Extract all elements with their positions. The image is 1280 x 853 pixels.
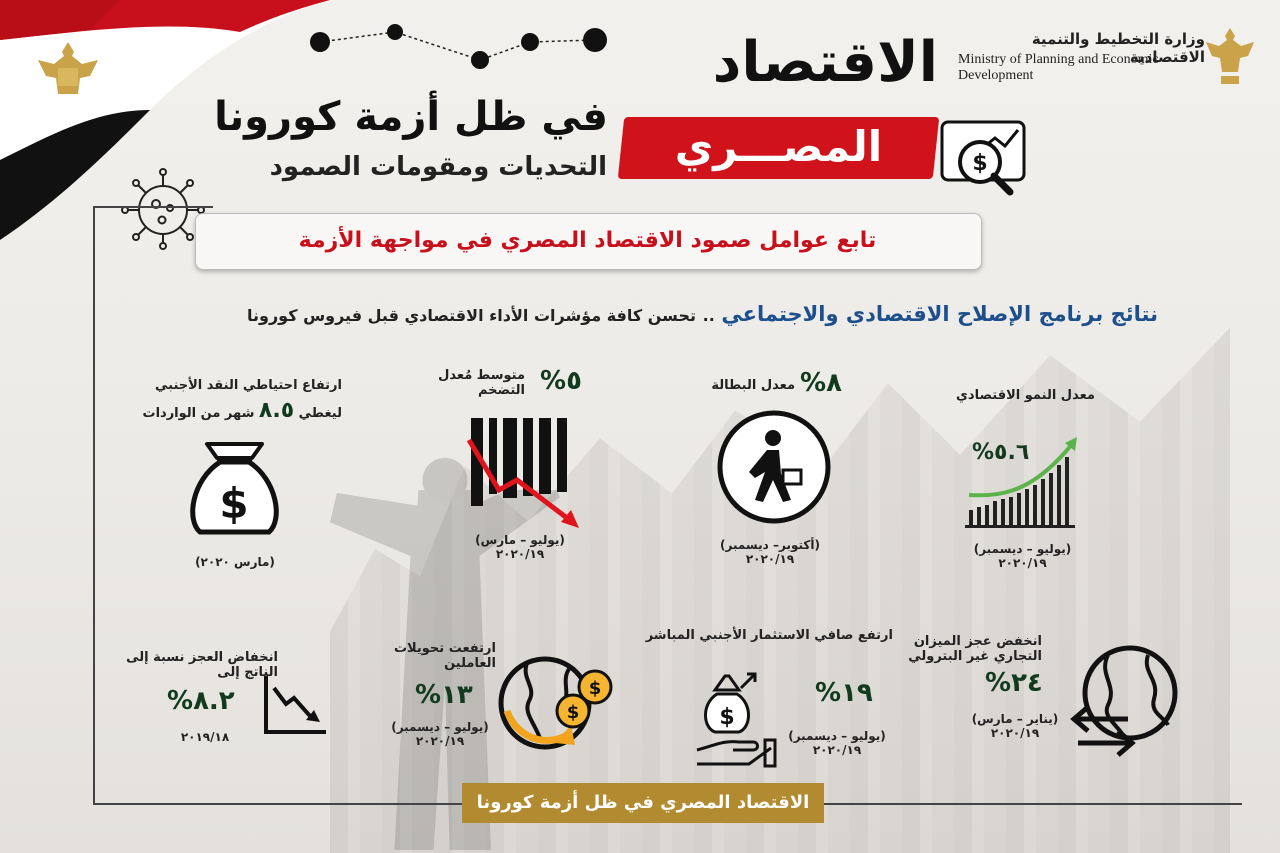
remittances-period	[385, 720, 495, 748]
deficit-gdp-label-line2: الناتج إلى	[217, 665, 278, 680]
remittances-value: ١٣%	[415, 680, 473, 710]
inflation-chart-icon	[467, 418, 587, 533]
inflation-period-year: ٢٠٢٠/١٩	[495, 547, 545, 561]
economy-magnifier-icon	[940, 120, 1030, 200]
growth-label: معدل النمو الاقتصادي	[956, 388, 1095, 403]
trade-deficit-label-line1: انخفض عجز الميزان	[913, 634, 1042, 649]
svg-text:$: $	[588, 678, 602, 699]
deficit-gdp-label-line1: انخفاض العجز نسبة إلى	[126, 650, 278, 665]
trade-deficit-period-year: ٢٠٢٠/١٩	[990, 726, 1040, 740]
inflation-label-line1: متوسط مُعدل	[438, 368, 525, 383]
reserves-label-pre: ليغطي	[298, 406, 342, 421]
growth-period	[965, 542, 1080, 570]
unemployment-value: ٨%	[800, 368, 842, 398]
eagle-emblem-icon	[1206, 28, 1254, 88]
svg-text:$: $	[972, 151, 988, 176]
fdi-period-year: ٢٠٢٠/١٩	[812, 743, 862, 757]
frame-top-line	[93, 206, 213, 208]
globe-trade-icon	[1068, 645, 1188, 760]
results-subtitle: تحسن كافة مؤشرات الأداء الاقتصادي قبل فيروس كورونا	[247, 306, 696, 325]
svg-text:$: $	[219, 479, 249, 528]
remittances-period-range: (يوليو – ديسمبر)	[391, 720, 489, 734]
results-heading	[247, 302, 1158, 326]
remittances-label-line2: العاملين	[444, 656, 496, 671]
remittances-label-line1: ارتفعت تحويلات	[393, 641, 496, 656]
walking-person-icon	[715, 408, 833, 526]
fdi-period	[782, 729, 892, 757]
reserves-label-post: شهر من الواردات	[142, 406, 255, 421]
trade-deficit-value: ٢٤%	[985, 668, 1043, 698]
title-red: المصـــري	[674, 122, 883, 171]
title-main: الاقتصاد	[712, 30, 938, 95]
money-bag-icon	[182, 440, 287, 540]
header-dots-decoration	[310, 20, 610, 80]
trade-deficit-period	[960, 712, 1070, 740]
deficit-gdp-label	[126, 650, 278, 680]
ministry-en-line2: Development	[958, 68, 1034, 83]
reserves-months: ٨.٥	[258, 398, 295, 423]
results-separator: ..	[702, 306, 715, 325]
ministry-name-english	[958, 52, 1208, 84]
inflation-value: ٥%	[540, 366, 582, 396]
remittances-globe-coins-icon	[497, 655, 617, 755]
unemployment-period	[705, 538, 835, 566]
unemployment-period-year: ٢٠٢٠/١٩	[745, 552, 795, 566]
growth-period-range: (يوليو – ديسمبر)	[973, 542, 1072, 556]
deficit-gdp-period: ٢٠١٩/١٨	[180, 730, 230, 744]
growth-value: ٥.٦%	[972, 440, 1030, 465]
trade-deficit-label	[908, 634, 1042, 664]
reserves-period: (مارس ٢٠٢٠)	[195, 555, 275, 569]
unemployment-label: معدل البطالة	[711, 378, 795, 393]
fdi-period-range: (يوليو – ديسمبر)	[788, 729, 886, 743]
trade-deficit-label-line2: التجاري غير البترولي	[908, 649, 1042, 664]
banner-text: تابع عوامل صمود الاقتصاد المصري في مواجهة الأزمة	[298, 228, 877, 253]
fdi-label: ارتفع صافي الاستثمار الأجنبي المباشر	[645, 628, 893, 643]
fdi-value: ١٩%	[815, 678, 873, 708]
unemployment-period-range: (أكتوبر– ديسمبر)	[720, 538, 820, 552]
inflation-label	[420, 368, 525, 398]
inflation-period-range: (يوليو – مارس)	[475, 533, 565, 547]
svg-text:$: $	[719, 705, 735, 730]
remittances-period-year: ٢٠٢٠/١٩	[415, 734, 465, 748]
investment-hand-icon	[693, 670, 778, 770]
title-subtitle-1: في ظل أزمة كورونا	[214, 94, 608, 140]
svg-text:$: $	[566, 702, 580, 723]
deficit-gdp-value: ٨.٢%	[167, 686, 235, 716]
reserves-label-line2	[130, 398, 342, 423]
decline-chart-icon	[262, 674, 327, 734]
ministry-en-line1: Ministry of Planning and Economic	[958, 52, 1159, 67]
results-title: نتائج برنامج الإصلاح الاقتصادي والاجتماعي	[721, 302, 1158, 326]
title-subtitle-2: التحديات ومقومات الصمود	[269, 152, 607, 182]
footer-text: الاقتصاد المصري في ظل أزمة كورونا	[476, 792, 810, 813]
inflation-period	[470, 533, 570, 561]
reserves-label-line1: ارتفاع احتياطي النقد الأجنبي	[154, 378, 342, 393]
ministry-name-arabic: وزارة التخطيط والتنمية الاقتصادية	[1031, 30, 1205, 66]
inflation-label-line2: التضخم	[477, 383, 525, 398]
remittances-label	[388, 641, 496, 671]
growth-period-year: ٢٠٢٠/١٩	[998, 556, 1047, 570]
trade-deficit-period-range: (يناير – مارس)	[971, 712, 1059, 726]
